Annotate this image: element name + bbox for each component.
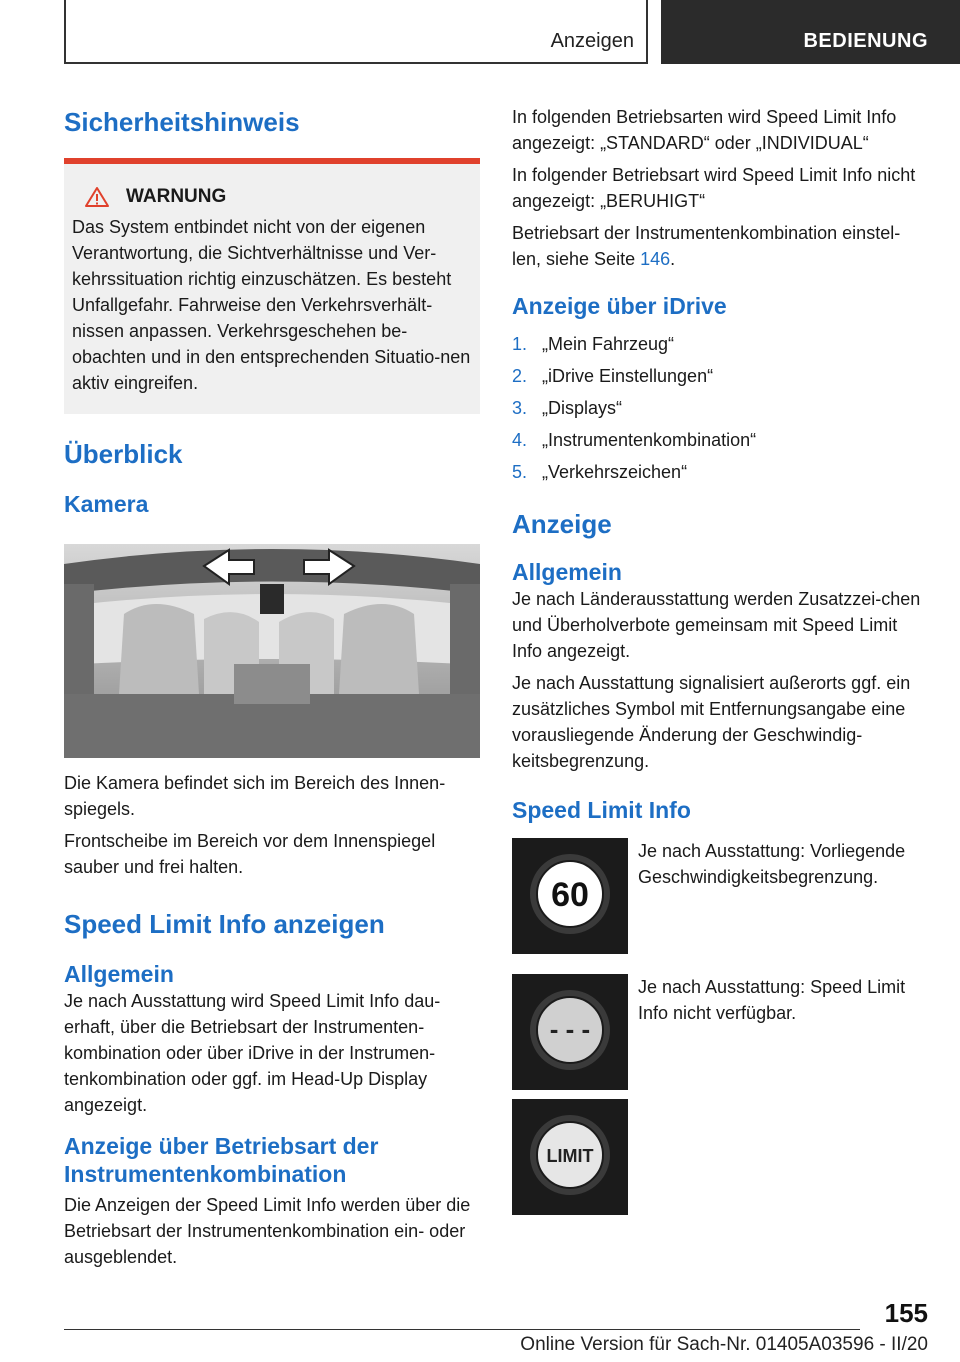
overview-title: Überblick: [64, 439, 183, 469]
warning-label: WARNUNG: [126, 186, 227, 207]
speed-limit-limit-sign: [512, 1099, 628, 1215]
mode-title: Anzeige über Betriebsart der Instrumentenkombination: [64, 1133, 379, 1187]
header-chapter-tab: [661, 0, 960, 64]
step-text: „iDrive Einstellungen“: [542, 366, 714, 386]
idrive-step: [512, 328, 928, 360]
general-text-left: Je nach Ausstattung wird Speed Limit Info dau-erhaft, über die Betriebsart der Instrumenten-kombination oder über iDrive in der Instrumen-tenkombination oder ggf. im Head-Up Display angezeigt.: [64, 991, 441, 1115]
display-title: Anzeige: [512, 509, 612, 539]
mode-setting-prefix: Betriebsart der Instrumentenkombination einstel-len, siehe Seite: [512, 223, 901, 269]
header-section-tab: [64, 0, 648, 64]
sign-limit-value: LIMIT: [546, 1146, 594, 1166]
left-column: [64, 100, 480, 1270]
sign-60-value: 60: [551, 876, 589, 914]
warning-triangle-icon: [84, 186, 110, 208]
general-text-right-1: Je nach Länderausstattung werden Zusatzzei-chen und Überholverbote gemeinsam mit Speed Limit Info angezeigt.: [512, 589, 921, 661]
idrive-steps-list: [512, 328, 928, 488]
header-section-label: Anzeigen: [550, 30, 634, 52]
step-number: 2.: [512, 366, 528, 386]
speed-limit-60-sign: [512, 838, 628, 954]
step-number: 5.: [512, 462, 528, 482]
sign-60-text: Je nach Ausstattung: Vorliegende Geschwindigkeitsbegrenzung.: [638, 841, 906, 887]
mode-text: Die Anzeigen der Speed Limit Info werden über die Betriebsart der Instrumentenkombination ein- oder ausgeblendet.: [64, 1195, 471, 1267]
idrive-step: [512, 424, 928, 456]
header-chapter-label: BEDIENUNG: [803, 30, 928, 52]
step-text: „Displays“: [542, 398, 623, 418]
warning-text: Das System entbindet nicht von der eigenen Verantwortung, die Sichtverhältnisse und Ver-kehrssituation richtig einzuschätzen. Es besteht Unfallgefahr. Fahrweise den Verkehrsverhält-nissen anpassen. Verkehrsgeschehen be-obachten und in den entsprechenden Situatio-nen aktiv eingreifen.: [72, 217, 471, 393]
sign-row-unavailable: [512, 974, 928, 1090]
step-number: 3.: [512, 398, 528, 418]
online-version-text: Online Version für Sach-Nr. 01405A03596 - II/20: [520, 1334, 928, 1355]
safety-title: Sicherheitshinweis: [64, 107, 300, 137]
step-number: 1.: [512, 334, 528, 354]
mode-off-text: In folgender Betriebsart wird Speed Limit Info nicht angezeigt: „BERUHIGT“: [512, 165, 916, 211]
idrive-title: Anzeige über iDrive: [512, 293, 727, 319]
step-text: „Instrumentenkombination“: [542, 430, 757, 450]
page-reference-link[interactable]: 146: [640, 249, 671, 269]
sign-dash-value: - - -: [549, 1014, 591, 1044]
idrive-step: [512, 392, 928, 424]
warning-header: [72, 186, 472, 208]
general-text-right-2: Je nach Ausstattung signalisiert außerorts ggf. ein zusätzliches Symbol mit Entfernungsangabe eine vorausliegende Änderung der Geschwindig-keitsbegrenzung.: [512, 673, 911, 771]
speed-limit-unavailable-sign: [512, 974, 628, 1090]
mode-setting-text: [512, 220, 928, 272]
warning-box: [64, 158, 480, 414]
step-number: 4.: [512, 430, 528, 450]
general-title-right: Allgemein: [512, 559, 622, 585]
sign-row-60: [512, 838, 928, 954]
sli-title-right: Speed Limit Info: [512, 797, 691, 823]
camera-title: Kamera: [64, 491, 149, 517]
idrive-step: [512, 360, 928, 392]
mode-setting-suffix: .: [670, 249, 676, 269]
camera-text-2: Frontscheibe im Bereich vor dem Innenspiegel sauber und frei halten.: [64, 831, 436, 877]
general-title-left: Allgemein: [64, 961, 174, 987]
footer-divider: [64, 1329, 860, 1330]
camera-text-1: Die Kamera befindet sich im Bereich des Innen-spiegels.: [64, 773, 446, 819]
idrive-step: [512, 456, 928, 488]
page-number: 155: [884, 1298, 928, 1328]
mode-on-text: In folgenden Betriebsarten wird Speed Limit Info angezeigt: „STANDARD“ oder „INDIVIDUAL“: [512, 107, 897, 153]
sli-display-title: Speed Limit Info anzeigen: [64, 909, 385, 939]
right-column: [512, 104, 928, 1215]
step-text: „Mein Fahrzeug“: [542, 334, 675, 354]
camera-image: [64, 544, 480, 758]
sign-row-limit: [512, 1099, 928, 1215]
sign-unavailable-text: Je nach Ausstattung: Speed Limit Info nicht verfügbar.: [638, 977, 906, 1023]
step-text: „Verkehrszeichen“: [542, 462, 688, 482]
